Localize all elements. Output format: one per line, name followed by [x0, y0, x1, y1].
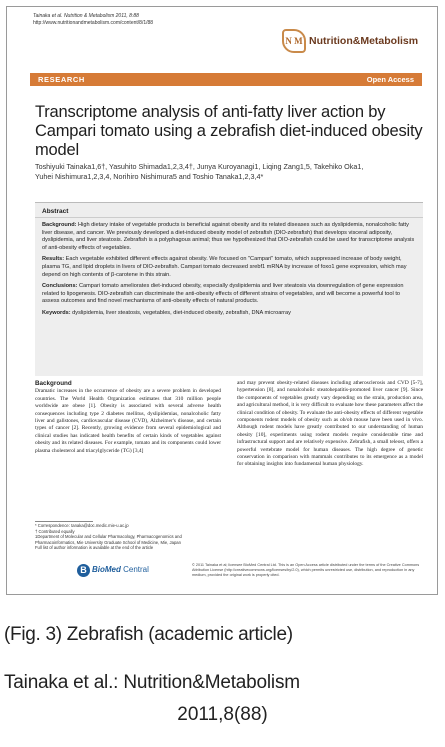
journal-logo-text: Nutrition&Metabolism	[309, 35, 419, 47]
abstract-keywords-label: Keywords:	[42, 309, 71, 316]
abstract-keywords-text: dyslipidemia, liver steatosis, vegetables, diet-induced obesity, zebrafish, DNA microarray	[70, 309, 291, 316]
citation-line-2: 2011,8(88)	[177, 704, 268, 725]
footnote-correspondence: * Correspondence: tanaka@doc.medic.mie-u.ac.jp	[35, 523, 129, 528]
abstract-results-text: Each vegetable exhibited different effects against obesity. We focused on "Campari" tomato, which suppressed increase of body weight, plasma TG, and lipid droplets in livers of DIO-zebrafish. Campari tomato decreased srebf1 mRNA by increase of foxo1 gene expression, which may depend on high contents of β-carotene in this strain.	[42, 256, 407, 278]
journal-url: http://www.nutritionandmetabolism.com/content/8/1/88	[33, 20, 154, 26]
open-access-label: Open Access	[366, 75, 414, 84]
footnote-affiliation: 1Department of Molecular and Cellular Pharmacology, Pharmacogenomics and Pharmacoinformatics, Mie University Graduate School of Medicine, Mie, Japan	[35, 534, 182, 545]
publisher-name-bold: BioMed	[92, 565, 121, 574]
author-line-2: Yuhei Nishimura1,2,3,4, Norihiro Nishimura5 and Toshio Tanaka1,2,3,4*	[35, 172, 264, 181]
citation-line-1: Tainaka et al.: Nutrition&Metabolism	[4, 672, 300, 693]
journal-citation: Tainaka et al. Nutrition & Metabolism 2011, 8:88	[33, 13, 139, 19]
abstract-results-label: Results:	[42, 256, 65, 263]
abstract-keywords	[42, 310, 418, 318]
footnote-divider	[35, 521, 93, 522]
abstract-box	[35, 202, 423, 376]
background-heading: Background	[35, 380, 72, 387]
abstract-conclusions	[42, 283, 418, 306]
abstract-background	[42, 222, 418, 252]
footnote-equal-contribution: † Contributed equally	[35, 528, 75, 534]
article-page-image	[6, 6, 438, 595]
abstract-body	[42, 222, 418, 322]
journal-meta	[33, 13, 153, 27]
body-column-right	[237, 380, 423, 469]
publisher-logo-text	[92, 565, 149, 574]
article-type-label: RESEARCH	[38, 75, 85, 84]
publisher-name-rest: Central	[120, 565, 149, 574]
abstract-results	[42, 256, 418, 279]
abstract-background-label: Background:	[42, 222, 77, 228]
article-type-band	[30, 73, 422, 86]
body-text-left: Dramatic increases in the occurrence of obesity are a severe problem in developed countries. The World Health Organization estimates that 310 million people worldwide are obese [1]. Obesity is associated with several adverse health consequences including type 2 diabetes mellitus, dyslipidemias, nonalcoholic fatty liver and gallstones, cardiovascular disease (CVD), Alzheimer's disease, and certain types of cancer [2]. Recently, growing evidence from several epidemiological and clinical studies has indicated health benefits of certain kinds of vegetables against obesity and its related diseases. For example, tomato and its components could lower plasma cholesterol and triacylglyceride (TG) [3,4]	[35, 388, 221, 454]
article-title: Transcriptome analysis of anti-fatty liver action by Campari tomato using a zebrafish diet-induced obesity model	[35, 103, 423, 159]
publisher-logo	[77, 563, 167, 579]
journal-logo	[282, 29, 422, 55]
abstract-conclusions-text: Campari tomato ameliorates diet-induced obesity, especially dyslipidemia and liver steatosis via downregulation of gene expression related to lipogenesis. DIO-zebrafish can discriminate the anti-obesity effects of different strains of vegetables, and will become a powerful tool to assess outcomes and find novel mechanisms of anti-obesity effects of natural products.	[42, 283, 404, 305]
author-list	[35, 162, 420, 182]
author-line-1: Toshiyuki Tainaka1,6†, Yasuhito Shimada1,2,3,4†, Junya Kuroyanagi1, Liqing Zang1,5, Takehiko Oka1,	[35, 162, 364, 171]
abstract-divider	[35, 217, 423, 218]
body-column-left	[35, 380, 221, 455]
publisher-logo-icon: B	[77, 564, 90, 577]
abstract-background-text: High dietary intake of vegetable products is beneficial against obesity and its related diseases such as dyslipidemia, nonalcoholic fatty liver disease, and cancer. We previously developed a diet-induced obesity model of zebrafish (DIO-zebrafish) that develops visceral adiposity, dyslipidemia, and liver steatosis. Zebrafish is a polyphagous animal; thus we hypothesized that DIO-zebrafish could be used for transcriptome analysis of anti-obesity effects of vegetables.	[42, 222, 415, 251]
abstract-conclusions-label: Conclusions:	[42, 283, 78, 290]
footnote-author-info: Full list of author information is available at the end of the article	[35, 545, 154, 551]
figure-caption: (Fig. 3) Zebrafish (academic article)	[4, 624, 293, 645]
journal-logo-icon: N M	[282, 29, 306, 53]
body-text-right: and may prevent obesity-related diseases including atherosclerosis and CVD [5-7], hypertension [8], and nonalcoholic steatohepatitis-promoted liver cancer [9]. Since the components of vegetables greatly vary depending on the strain, production area, and agricultural method, it is very difficult to evaluate how these parameters affect the clinical condition of obesity. To evaluate the anti-obesity effects of different vegetable components rodent models of obesity such as ob/ob mouse have been used in vivo. Although rodent models have greatly contributed to our understanding of human obesity [10], experiments using rodent models require considerable time and infrastructural support and are relatively expensive. Zebrafish, a small teleost, offers a powerful vertebrate model for human diseases. The high degree of genetic conservation in comparison with mammals contributes to its emergence as a model for obtaining insights into fundamental human physiology.	[237, 380, 424, 468]
abstract-heading: Abstract	[42, 208, 69, 215]
footnotes	[35, 523, 221, 551]
copyright-notice: © 2011 Tainaka et al; licensee BioMed Central Ltd. This is an Open Access article distributed under the terms of the Creative Commons Attribution License (http://creativecommons.org/licenses/by/2.0), which permits unrestricted use, distribution, and reproduction in any medium, provided the original work is properly cited.	[192, 563, 420, 578]
